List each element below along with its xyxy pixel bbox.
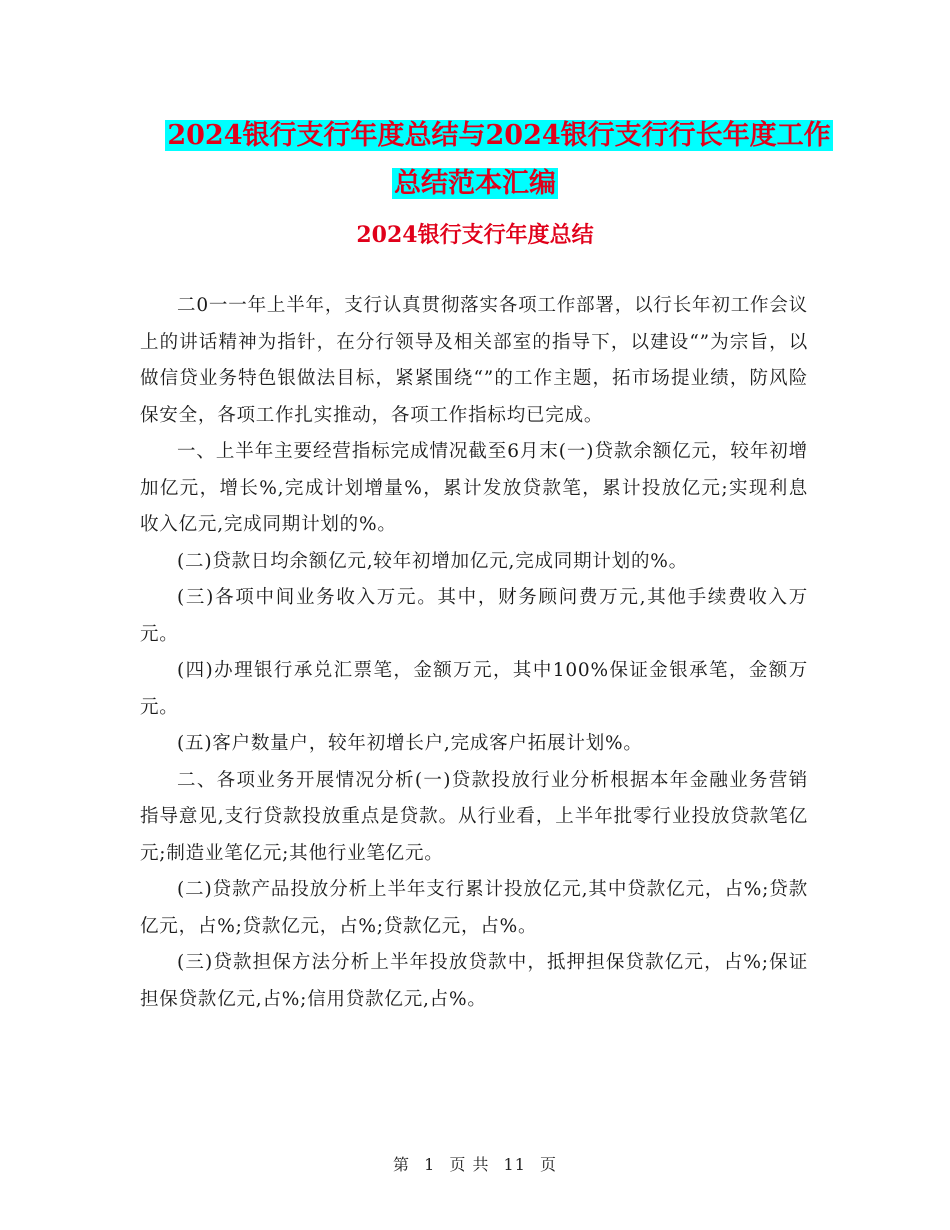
paragraph: (五)客户数量户，较年初增长户,完成客户拓展计划%。 bbox=[177, 733, 643, 754]
footer-total-pages: 11 bbox=[503, 1155, 526, 1174]
page-footer bbox=[0, 1152, 950, 1175]
paragraph: 一、上半年主要经营指标完成情况截至6月末(一)贷款余额亿元，较年初增加亿元，增长%,完成计划增量%，累计发放贷款笔，累计投放亿元;实现利息收入亿元,完成同期计划的%。 bbox=[140, 441, 808, 535]
paragraph: (四)办理银行承兑汇票笔，金额万元，其中100%保证金银承笔，金额万元。 bbox=[140, 660, 808, 718]
paragraph: (二)贷款日均余额亿元,较年初增加亿元,完成同期计划的%。 bbox=[177, 550, 688, 572]
footer-prefix: 第 bbox=[392, 1155, 410, 1174]
section-title: 2024银行支行年度总结 bbox=[356, 222, 594, 248]
body-text bbox=[140, 288, 808, 1018]
paragraph: (三)各项中间业务收入万元。其中，财务顾问费万元,其他手续费收入万元。 bbox=[140, 587, 808, 645]
paragraph: (二)贷款产品投放分析上半年支行累计投放亿元,其中贷款亿元，占%;贷款亿元，占%;贷款亿元，占%;贷款亿元，占%。 bbox=[140, 879, 808, 937]
footer-suffix: 页 bbox=[540, 1155, 558, 1174]
paragraph: 二0一一年上半年，支行认真贯彻落实各项工作部署，以行长年初工作会议上的讲话精神为指针，在分行领导及相关部室的指导下，以建设“”为宗旨，以做信贷业务特色银做法目标，紧紧围绕“”的工作主题，拓市场提业绩，防风险保安全，各项工作扎实推动，各项工作指标均已完成。 bbox=[140, 295, 808, 426]
document-title-line-2: 总结范本汇编 bbox=[394, 168, 556, 199]
document-title-line-1: 2024银行支行年度总结与2024银行支行行长年度工作 bbox=[167, 120, 831, 151]
paragraph: 二、各项业务开展情况分析(一)贷款投放行业分析根据本年金融业务营销指导意见,支行贷款投放重点是贷款。从行业看，上半年批零行业投放贷款笔亿元;制造业笔亿元;其他行业笔亿元。 bbox=[140, 769, 808, 864]
footer-page-number: 1 bbox=[424, 1155, 436, 1174]
paragraph: (三)贷款担保方法分析上半年投放贷款中，抵押担保贷款亿元，占%;保证担保贷款亿元,占%;信用贷款亿元,占%。 bbox=[140, 952, 808, 1010]
document-title bbox=[0, 112, 950, 208]
footer-mid: 页 共 bbox=[449, 1155, 490, 1174]
